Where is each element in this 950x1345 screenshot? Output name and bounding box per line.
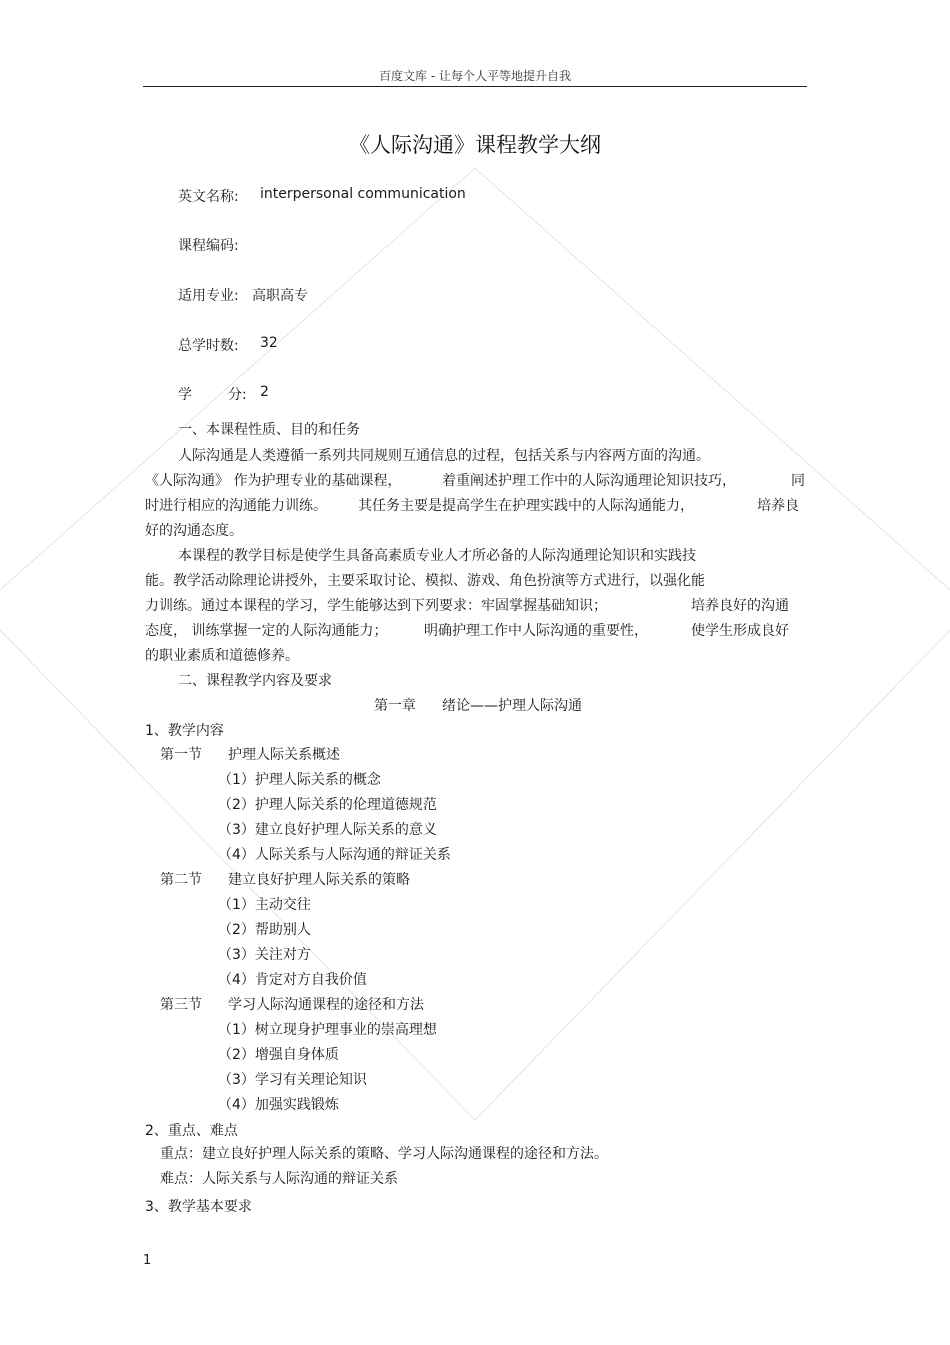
key-point-text: 重点：建立良好护理人际关系的策略、学习人际沟通课程的途径和方法。	[160, 1146, 608, 1162]
list-item: （3）建立良好护理人际关系的意义	[218, 822, 437, 838]
paragraph-line: 时进行相应的沟通能力训练。	[145, 498, 327, 514]
list-item: （3）学习有关理论知识	[218, 1072, 367, 1088]
paragraph-line: 其任务主要是提高学生在护理实践中的人际沟通能力，	[358, 498, 694, 514]
chapter-title: 绪论——护理人际沟通	[442, 698, 582, 714]
paragraph-line: 的职业素质和道德修养。	[145, 648, 299, 664]
major-label: 适用专业:	[178, 288, 239, 304]
list-item: （3）关注对方	[218, 947, 311, 963]
section-label: 第二节	[160, 872, 202, 888]
page-header: 百度文库 - 让每个人平等地提升自我	[379, 69, 571, 83]
requirements-heading: 3、教学基本要求	[145, 1199, 252, 1215]
section-title: 护理人际关系概述	[228, 747, 340, 763]
section-title: 学习人际沟通课程的途径和方法	[228, 997, 424, 1013]
major-value: 高职高专	[252, 288, 308, 304]
credit-label-b: 分:	[228, 387, 247, 403]
page-number: 1	[143, 1253, 152, 1268]
paragraph-line: 明确护理工作中人际沟通的重要性，	[424, 623, 648, 639]
section-label: 第三节	[160, 997, 202, 1013]
paragraph-line: 态度， 训练掌握一定的人际沟通能力；	[145, 623, 388, 639]
paragraph-line: 人际沟通是人类遵循一系列共同规则互通信息的过程，包括关系与内容两方面的沟通。	[178, 448, 710, 464]
section-title: 建立良好护理人际关系的策略	[228, 872, 410, 888]
list-item: （2）帮助别人	[218, 922, 311, 938]
list-item: （1）主动交往	[218, 897, 311, 913]
document-title: 《人际沟通》课程教学大纲	[349, 133, 601, 157]
credit-value: 2	[260, 384, 269, 400]
paragraph-line: 好的沟通态度。	[145, 523, 243, 539]
course-code-label: 课程编码:	[178, 238, 239, 254]
paragraph-line: 能。教学活动除理论讲授外，主要采取讨论、模拟、游戏、角色扮演等方式进行，以强化能	[145, 573, 705, 589]
paragraph-line: 力训练。通过本课程的学习，学生能够达到下列要求：牢固掌握基础知识；	[145, 598, 607, 614]
hours-label: 总学时数:	[178, 338, 239, 354]
header-rule	[143, 86, 807, 87]
paragraph-line: 培养良好的沟通	[691, 598, 789, 614]
paragraph-line: 同	[791, 473, 805, 489]
key-points-heading: 2、重点、难点	[145, 1123, 238, 1139]
list-item: （4）加强实践锻炼	[218, 1097, 339, 1113]
section-label: 第一节	[160, 747, 202, 763]
paragraph-line: 着重阐述护理工作中的人际沟通理论知识技巧，	[442, 473, 736, 489]
list-item: （2）护理人际关系的伦理道德规范	[218, 797, 437, 813]
paragraph-line: 培养良	[757, 498, 799, 514]
section1-heading: 一、本课程性质、目的和任务	[178, 422, 360, 438]
difficult-point-text: 难点：人际关系与人际沟通的辩证关系	[160, 1171, 398, 1187]
list-item: （1）树立现身护理事业的崇高理想	[218, 1022, 437, 1038]
paragraph-line: 本课程的教学目标是使学生具备高素质专业人才所必备的人际沟通理论知识和实践技	[178, 548, 696, 564]
english-name-value: interpersonal communication	[260, 186, 466, 202]
paragraph-line: 使学生形成良好	[691, 623, 789, 639]
list-item: （2）增强自身体质	[218, 1047, 339, 1063]
section2-heading: 二、课程教学内容及要求	[178, 673, 332, 689]
list-item: （1）护理人际关系的概念	[218, 772, 381, 788]
content-heading: 1、教学内容	[145, 723, 224, 739]
english-name-label: 英文名称:	[178, 189, 239, 205]
paragraph-line: 《人际沟通》 作为护理专业的基础课程，	[145, 473, 402, 489]
chapter-label: 第一章	[374, 698, 416, 714]
credit-label-a: 学	[178, 387, 192, 403]
list-item: （4）肯定对方自我价值	[218, 972, 367, 988]
hours-value: 32	[260, 335, 278, 351]
list-item: （4）人际关系与人际沟通的辩证关系	[218, 847, 451, 863]
